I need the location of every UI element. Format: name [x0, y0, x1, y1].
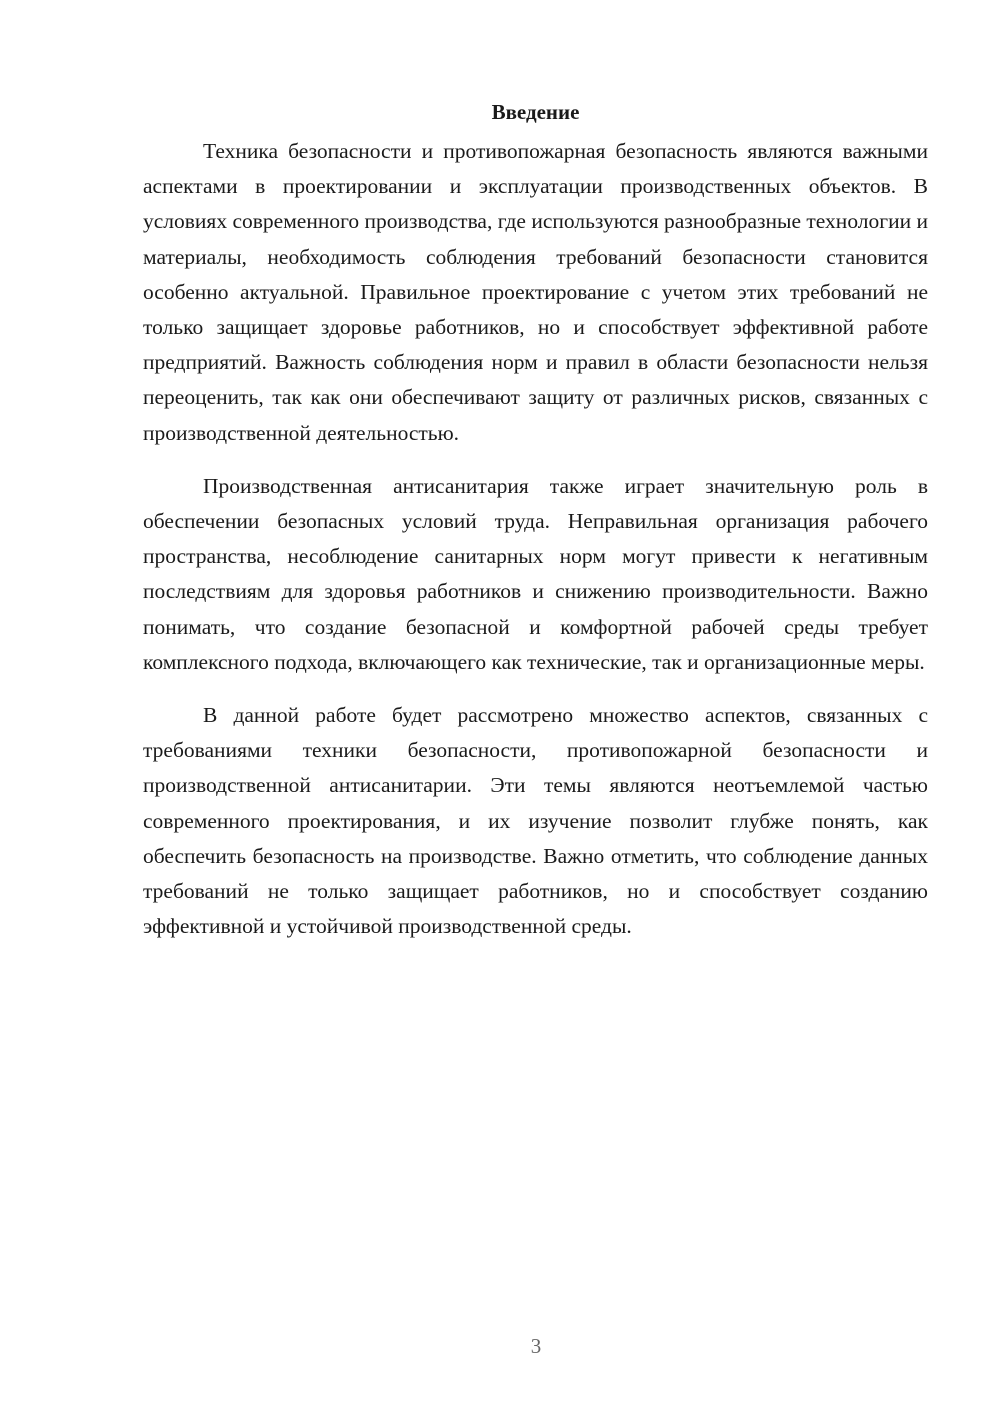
paragraph-1: Техника безопасности и противопожарная безопасность являются важными аспектами в проектировании и эксплуатации производственных объектов. В условиях современного производства, где используются разнообразные технологии и материалы, необходимость соблюдения требований безопасности становится особенно актуальной. Правильное проектирование с учетом этих требований не только защищает здоровье работников, но и способствует эффективной работе предприятий. Важность соблюдения норм и правил в области безопасности нельзя переоценить, так как они обеспечивают защиту от различных рисков, связанных с производственной деятельностью.: [143, 139, 928, 445]
page-content: [143, 98, 928, 944]
paragraph-3: В данной работе будет рассмотрено множество аспектов, связанных с требованиями техники безопасности, противопожарной безопасности и производственной антисанитарии. Эти темы являются неотъемлемой частью современного проектирования, и их изучение позволит глубже понять, как обеспечить безопасность на производстве. Важно отметить, что соблюдение данных требований не только защищает работников, но и способствует созданию эффективной и устойчивой производственной среды.: [143, 703, 928, 939]
section-heading: Введение: [491, 100, 580, 124]
page-number: 3: [530, 1334, 542, 1358]
paragraph-2: Производственная антисанитария также играет значительную роль в обеспечении безопасных условий труда. Неправильная организация рабочего пространства, несоблюдение санитарных норм могут привести к негативным последствиям для здоровья работников и снижению производительности. Важно понимать, что создание безопасной и комфортной рабочей среды требует комплексного подхода, включающего как технические, так и организационные меры.: [143, 473, 928, 674]
